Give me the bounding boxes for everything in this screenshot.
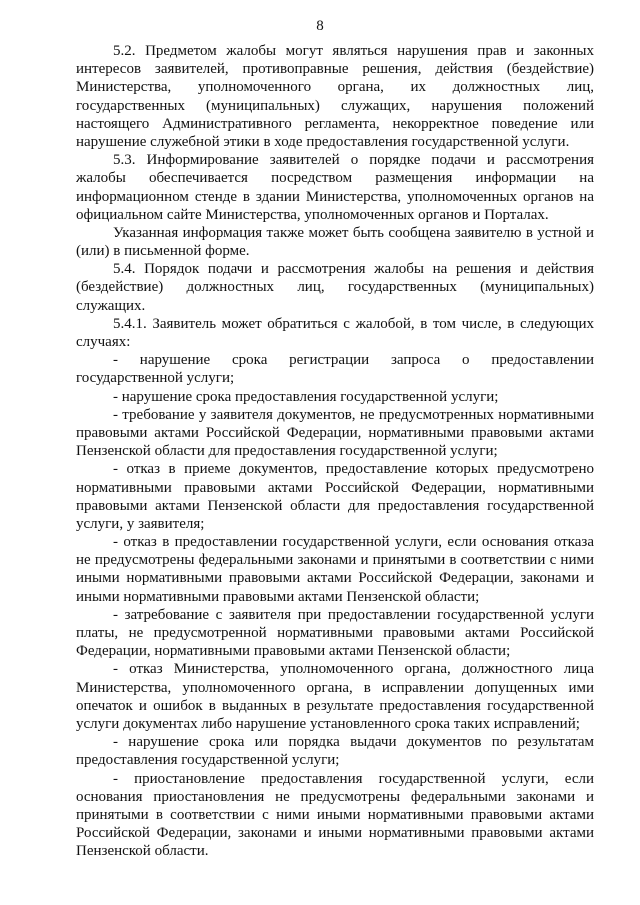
text-line: нормативными правовыми актами Российской Федерации, нормативными [76,479,594,496]
text-line: правовыми актами Российской Федерации, нормативными правовыми актами [76,424,594,441]
text-line: не предусмотрены федеральными законами и принятыми в соответствии с ними [76,552,594,569]
text-line: Российской Федерации, законами и иными нормативными правовыми актами [76,825,594,842]
text-line: Министерства, уполномоченного органа, их должностных лиц, [76,79,594,96]
text-line: государственных (муниципальных) служащих, нарушения положений [76,97,594,114]
list-item [76,606,594,661]
text-line: - отказ в предоставлении государственной услуги, если основания отказа [113,534,594,551]
paragraph-5-2 [76,42,594,151]
text-line: правовыми актами Пензенской области для предоставления государственной [76,497,594,514]
text-line: Федерации, нормативными правовыми актами Пензенской области; [76,643,511,660]
text-line: служащих. [76,297,146,314]
text-line: Указанная информация также может быть сообщена заявителю в устной и [113,224,594,241]
text-line: основания приостановления не предусмотрены федеральными законами и [76,788,594,805]
text-line: случаях: [76,334,131,350]
text-line: - отказ в приеме документов, предоставление которых предусмотрено [113,461,594,478]
text-line: - нарушение срока регистрации запроса о предоставлении [113,352,594,369]
text-line: нарушение служебной этики в ходе предоставления государственной услуги. [76,133,570,150]
text-line: интересов заявителей, противоправные решения, действия (бездействие) [76,61,594,78]
text-line: государственной услуги; [76,370,235,387]
list-item [76,406,594,461]
list-item [76,351,594,387]
text-line: (или) в письменной форме. [76,243,250,260]
text-line: жалобы обеспечивается посредством размещения информации на [76,170,594,187]
text-line: 5.4. Порядок подачи и рассмотрения жалобы на решения и действия [113,261,594,278]
paragraph-5-3-extra [76,224,594,260]
text-line: принятыми в соответствии с ними иными нормативными правовыми актами [76,806,594,823]
text-line: иными нормативными правовыми актами Пензенской области; [76,588,480,605]
text-line: - нарушение срока или порядка выдачи документов по результатам [113,734,594,751]
text-line: настоящего Административного регламента, некорректное поведение или [76,115,594,132]
text-line: 5.3. Информирование заявителей о порядке подачи и рассмотрения [113,152,594,169]
text-line: предоставления государственной услуги; [76,752,340,769]
text-line: иными нормативными правовыми актами Российской Федерации, законами и [76,570,594,587]
text-line: - приостановление предоставления государственной услуги, если [113,770,594,787]
text-line: Пензенской области. [76,843,209,860]
paragraph-5-4 [76,260,594,315]
text-line: опечаток и ошибок в выданных в результате предоставления государственной [76,697,594,714]
text-line: - нарушение срока предоставления государственной услуги; [113,388,499,405]
text-line: услуги, у заявителя; [76,515,205,532]
text-line: информационном стенде в здании Министерства, уполномоченных органов на [76,188,594,205]
paragraph-5-3 [76,151,594,224]
text-line: платы, не предусмотренной нормативными правовыми актами Российской [76,625,594,641]
text-line: Пензенской области для предоставления государственной услуги; [76,443,498,460]
list-item [76,733,594,769]
text-line: Министерства, уполномоченного органа, в исправлении допущенных ими [76,679,594,696]
list-item [76,660,594,733]
list-item [76,388,594,406]
paragraph-5-4-1 [76,315,594,351]
page-number: 8 [316,18,324,34]
list-item [76,770,594,861]
list-item [76,460,594,533]
text-line: 5.2. Предметом жалобы могут являться нарушения прав и законных [113,43,594,59]
text-line: 5.4.1. Заявитель может обратиться с жалобой, в том числе, в следующих [113,315,594,332]
text-line: - отказ Министерства, уполномоченного органа, должностного лица [113,661,594,678]
text-line: официальном сайте Министерства, уполномоченных органов и Порталах. [76,206,549,223]
text-line: (бездействие) должностных лиц, государственных (муниципальных) [76,279,594,296]
text-line: - затребование с заявителя при предоставлении государственной услуги [113,606,594,623]
list-item [76,533,594,606]
text-line: услуги документах либо нарушение установленного срока таких исправлений; [76,715,580,732]
document-body [76,42,594,860]
text-line: - требование у заявителя документов, не предусмотренных нормативными [113,406,594,423]
